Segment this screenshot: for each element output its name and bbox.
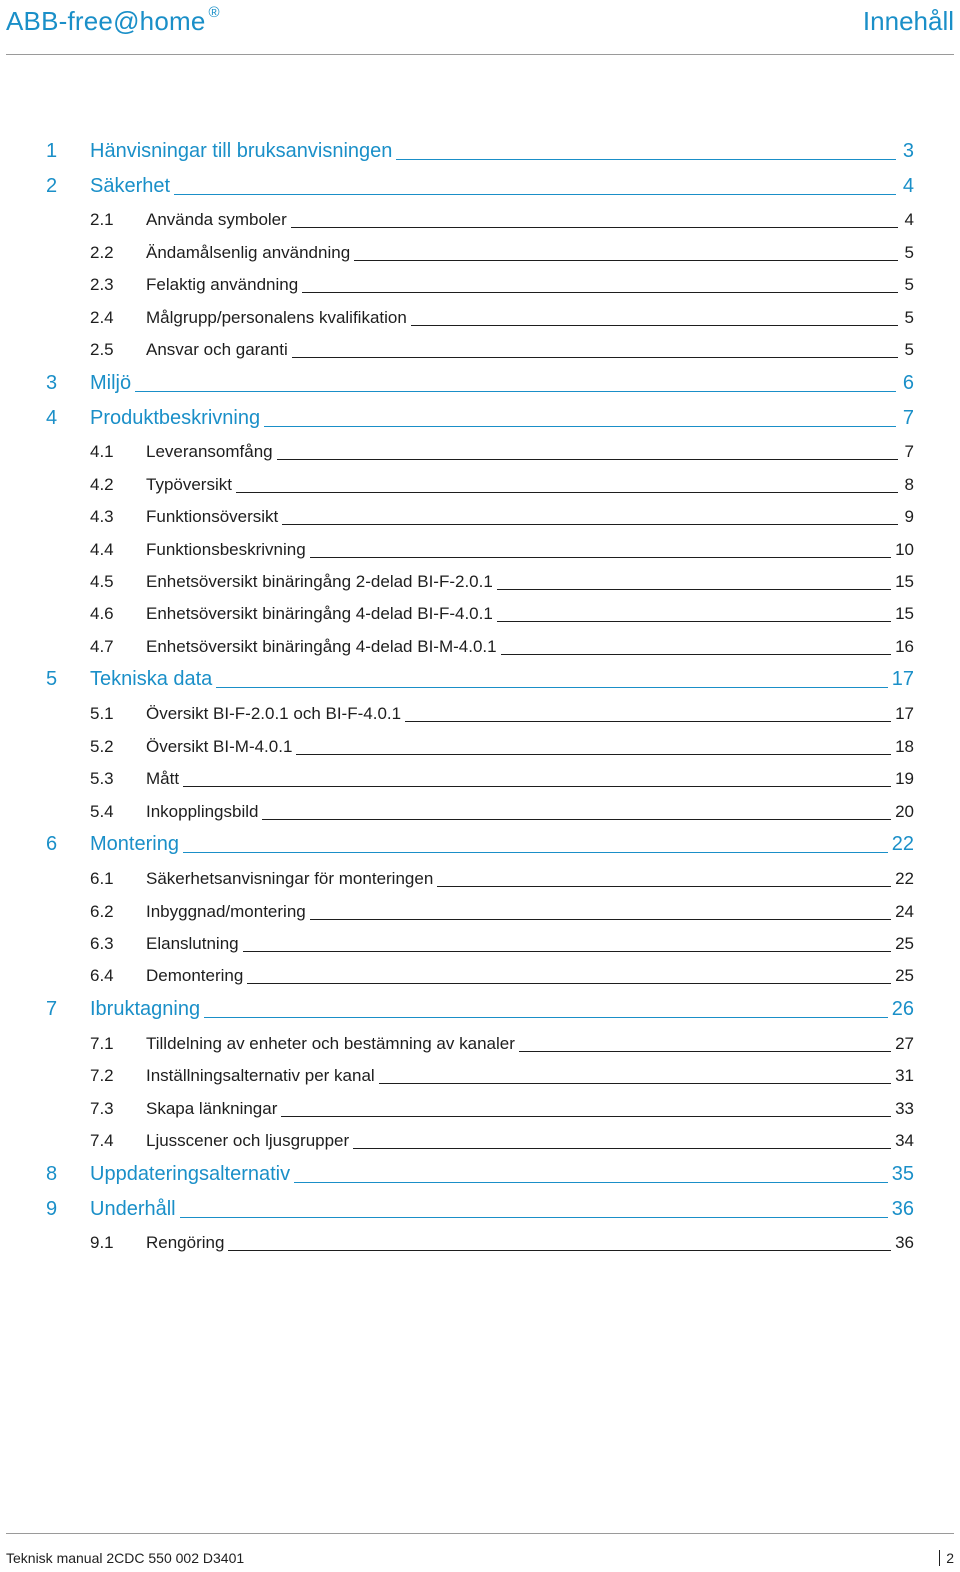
toc-title: Inkopplingsbild [146, 803, 262, 820]
toc-title: Tilldelning av enheter och bestämning av kanaler [146, 1035, 519, 1052]
toc-page-number: 5 [901, 309, 914, 326]
toc-number: 6.2 [90, 902, 114, 921]
toc-number: 6.4 [90, 966, 114, 985]
toc-section[interactable] [0, 533, 960, 567]
page-footer [6, 1533, 954, 1572]
toc-title: Rengöring [146, 1234, 228, 1251]
toc-number: 4.7 [90, 637, 114, 656]
toc-title: Felaktig användning [146, 276, 302, 293]
toc-page-number: 19 [891, 770, 914, 787]
toc-section[interactable] [0, 1124, 960, 1158]
toc-number: 4.1 [90, 442, 114, 461]
toc-title: Underhåll [90, 1199, 180, 1219]
toc-number: 2.4 [90, 308, 114, 327]
toc-number: 5 [46, 668, 58, 690]
toc-number: 4.2 [90, 475, 114, 494]
toc-section[interactable] [0, 862, 960, 896]
toc-section[interactable] [0, 795, 960, 829]
toc-number: 6.3 [90, 934, 114, 953]
toc-section[interactable] [0, 1059, 960, 1093]
toc-number: 4.5 [90, 572, 114, 591]
toc-leader-line [150, 951, 898, 952]
toc-number: 5.1 [90, 704, 114, 723]
toc-number: 9.1 [90, 1233, 114, 1252]
toc-page-number: 33 [891, 1100, 914, 1117]
toc-title: Hänvisningar till bruksanvisningen [90, 141, 396, 161]
toc-page-number: 25 [891, 967, 914, 984]
toc-number: 7.3 [90, 1099, 114, 1118]
toc-title: Elanslutning [146, 935, 243, 952]
toc-title: Enhetsöversikt binäringång 4-delad BI-F-4.0.1 [146, 605, 497, 622]
toc-chapter[interactable] [0, 663, 960, 697]
toc-leader-line [92, 1017, 896, 1018]
toc-page-number: 4 [899, 176, 914, 196]
toc-page-number: 26 [888, 999, 914, 1019]
toc-number: 5.2 [90, 737, 114, 756]
toc-title: Ljusscener och ljusgrupper [146, 1132, 353, 1149]
brand-name: ABB-free@home [6, 6, 206, 36]
toc-section[interactable] [0, 1027, 960, 1061]
toc-number: 2.1 [90, 210, 114, 229]
toc-title: Översikt BI-F-2.0.1 och BI-F-4.0.1 [146, 705, 405, 722]
toc-page-number: 7 [899, 408, 914, 428]
toc-number: 7.2 [90, 1066, 114, 1085]
toc-title: Inställningsalternativ per kanal [146, 1067, 379, 1084]
toc-leader-line [150, 983, 898, 984]
toc-title: Skapa länkningar [146, 1100, 281, 1117]
toc-number: 4.4 [90, 540, 114, 559]
toc-title: Säkerhetsanvisningar för monteringen [146, 870, 437, 887]
toc-number: 4.6 [90, 604, 114, 623]
toc-title: Leveransomfång [146, 443, 277, 460]
toc-title: Funktionsöversikt [146, 508, 282, 525]
toc-page-number: 31 [891, 1067, 914, 1084]
toc-number: 7.1 [90, 1034, 114, 1053]
toc-number: 4.3 [90, 507, 114, 526]
toc-page-number: 15 [891, 605, 914, 622]
toc-section[interactable] [0, 565, 960, 599]
toc-section[interactable] [0, 268, 960, 302]
toc-page-number: 7 [901, 443, 914, 460]
toc-title: Enhetsöversikt binäringång 2-delad BI-F-2.0.1 [146, 573, 497, 590]
toc-number: 7 [46, 998, 58, 1020]
toc-title: Inbyggnad/montering [146, 903, 310, 920]
toc-page-number: 25 [891, 935, 914, 952]
toc-section[interactable] [0, 333, 960, 367]
toc-number: 8 [46, 1163, 58, 1185]
toc-leader-line [92, 1217, 896, 1218]
toc-page-number: 22 [888, 834, 914, 854]
toc-title: Produktbeskrivning [90, 408, 264, 428]
toc-chapter[interactable] [0, 1193, 960, 1227]
toc-title: Mått [146, 770, 183, 787]
toc-section[interactable] [0, 927, 960, 961]
toc-number: 4 [46, 407, 58, 429]
toc-section[interactable] [0, 730, 960, 764]
toc-title: Översikt BI-M-4.0.1 [146, 738, 296, 755]
document-id: Teknisk manual 2CDC 550 002 D3401 [6, 1550, 245, 1566]
toc-number: 7.4 [90, 1131, 114, 1150]
toc-leader-line [92, 852, 896, 853]
toc-number: 2.3 [90, 275, 114, 294]
toc-page-number: 9 [901, 508, 914, 525]
toc-section[interactable] [0, 236, 960, 270]
toc-page-number: 6 [899, 373, 914, 393]
toc-title: Ibruktagning [90, 999, 204, 1019]
toc-chapter[interactable] [0, 828, 960, 862]
toc-number: 9 [46, 1198, 58, 1220]
toc-page-number: 8 [901, 476, 914, 493]
toc-title: Tekniska data [90, 669, 216, 689]
toc-chapter[interactable] [0, 135, 960, 169]
toc-section[interactable] [0, 697, 960, 731]
toc-section[interactable] [0, 468, 960, 502]
toc-number: 3 [46, 372, 58, 394]
toc-title: Funktionsbeskrivning [146, 541, 310, 558]
toc-title: Målgrupp/personalens kvalifikation [146, 309, 411, 326]
toc-leader-line [150, 492, 898, 493]
registered-mark: ® [208, 4, 220, 22]
page-number: 2 [939, 1550, 954, 1566]
toc-section[interactable] [0, 500, 960, 534]
toc-page-number: 18 [891, 738, 914, 755]
toc-section[interactable] [0, 630, 960, 664]
toc-page-number: 36 [888, 1199, 914, 1219]
toc-section[interactable] [0, 203, 960, 237]
toc-section[interactable] [0, 597, 960, 631]
toc-section[interactable] [0, 301, 960, 335]
toc-page-number: 5 [901, 276, 914, 293]
toc-page-number: 24 [891, 903, 914, 920]
toc-section[interactable] [0, 435, 960, 469]
toc-page-number: 22 [891, 870, 914, 887]
toc-title: Typöversikt [146, 476, 236, 493]
toc-chapter[interactable] [0, 170, 960, 204]
toc-page-number: 17 [891, 705, 914, 722]
section-title: Innehåll [862, 6, 954, 36]
toc-chapter[interactable] [0, 367, 960, 401]
toc-number: 2.2 [90, 243, 114, 262]
toc-leader-line [92, 391, 896, 392]
toc-chapter[interactable] [0, 1158, 960, 1192]
toc-page-number: 27 [891, 1035, 914, 1052]
toc-title: Ändamålsenlig användning [146, 244, 354, 261]
toc-title: Enhetsöversikt binäringång 4-delad BI-M-4.0.1 [146, 638, 501, 655]
toc-section[interactable] [0, 1226, 960, 1260]
toc-leader-line [150, 1250, 898, 1251]
toc-page-number: 36 [891, 1234, 914, 1251]
toc-leader-line [150, 786, 898, 787]
toc-title: Ansvar och garanti [146, 341, 292, 358]
toc-page-number: 17 [888, 669, 914, 689]
toc-section[interactable] [0, 762, 960, 796]
toc-number: 6.1 [90, 869, 114, 888]
toc-chapter[interactable] [0, 402, 960, 436]
toc-page-number: 5 [901, 244, 914, 261]
toc-number: 2 [46, 175, 58, 197]
toc-page-number: 16 [891, 638, 914, 655]
toc-number: 5.3 [90, 769, 114, 788]
toc-section[interactable] [0, 959, 960, 993]
toc-title: Demontering [146, 967, 247, 984]
toc-page-number: 3 [899, 141, 914, 161]
toc-number: 5.4 [90, 802, 114, 821]
toc-title: Uppdateringsalternativ [90, 1164, 294, 1184]
toc-title: Miljö [90, 373, 135, 393]
toc-page-number: 34 [891, 1132, 914, 1149]
toc-page-number: 15 [891, 573, 914, 590]
toc-number: 1 [46, 140, 58, 162]
toc-title: Säkerhet [90, 176, 174, 196]
toc-title: Montering [90, 834, 183, 854]
toc-page-number: 35 [888, 1164, 914, 1184]
toc-number: 2.5 [90, 340, 114, 359]
toc-leader-line [92, 194, 896, 195]
toc-section[interactable] [0, 895, 960, 929]
toc-section[interactable] [0, 1092, 960, 1126]
toc-title: Använda symboler [146, 211, 291, 228]
toc-page-number: 5 [901, 341, 914, 358]
toc-page-number: 20 [891, 803, 914, 820]
toc-number: 6 [46, 833, 58, 855]
toc-chapter[interactable] [0, 993, 960, 1027]
toc-page-number: 4 [901, 211, 914, 228]
toc-page-number: 10 [891, 541, 914, 558]
